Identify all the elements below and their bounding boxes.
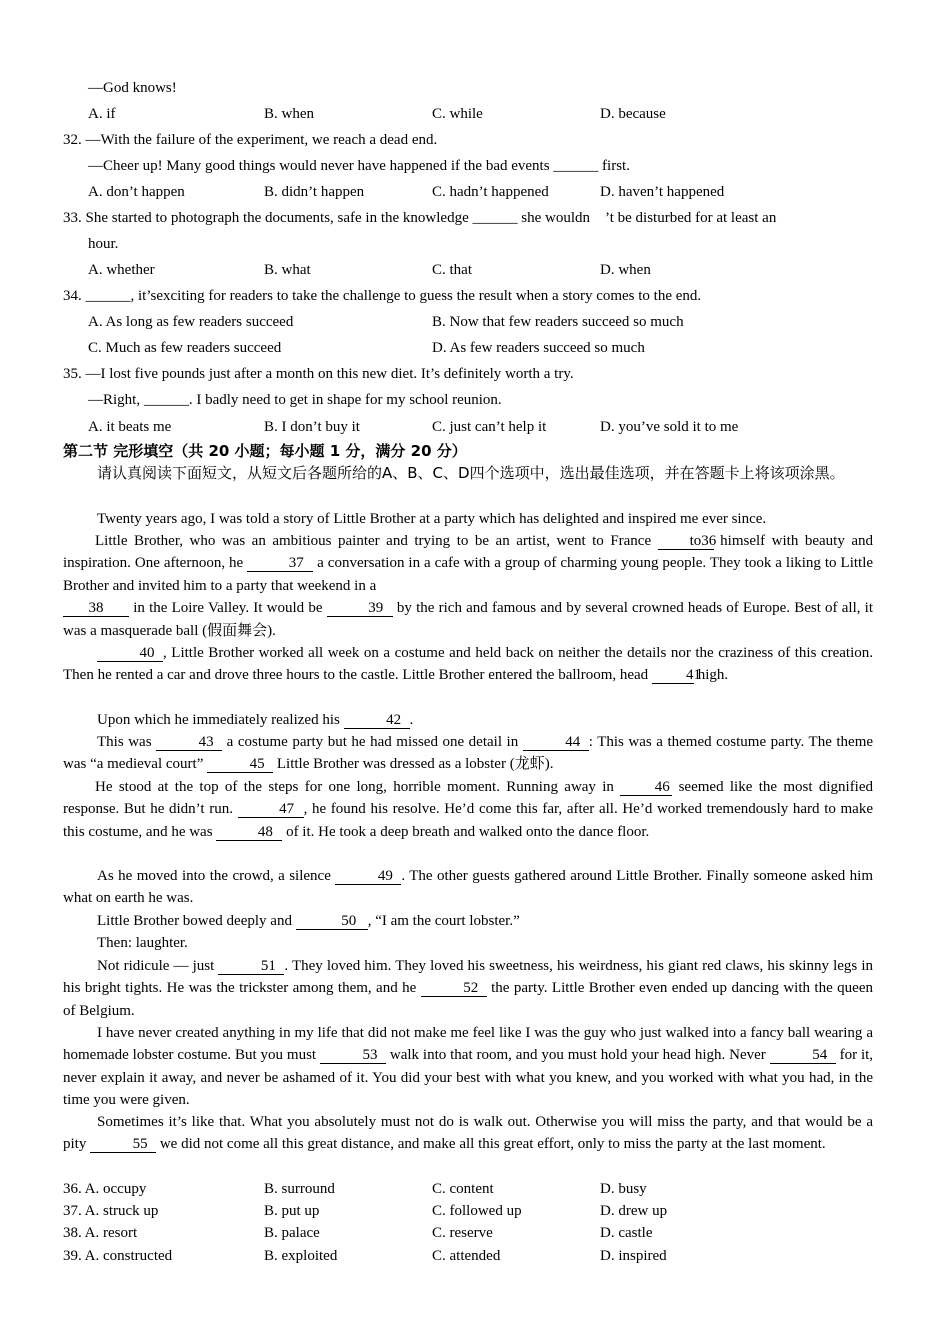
passage-p11 [63, 1022, 873, 1112]
section-heading: 第二节 完形填空（共 20 小题；每小题 1 分，满分 20 分） [63, 442, 467, 460]
q34-option-c: C. Much as few readers succeed [88, 340, 282, 356]
q31-option-a: A. if [88, 106, 116, 122]
q32-option-a: A. don’t happen [88, 184, 185, 200]
passage-text: Upon which he immediately realized his [97, 712, 340, 728]
q35-option-d: D. you’ve sold it to me [600, 419, 739, 435]
passage-text: Little Brother bowed deeply and [97, 913, 292, 929]
blank-38[interactable]: 38 [63, 600, 129, 617]
q35-stem: 35. —I lost five pounds just after a month on this new diet. It’s definitely worth a try. [63, 366, 574, 382]
blank-46[interactable]: 46 [620, 779, 672, 796]
q36-option-d: D. busy [600, 1181, 647, 1197]
q32-option-d: D. haven’t happened [600, 184, 725, 200]
blank-54[interactable]: 54 [770, 1047, 836, 1064]
q31-option-b: B. when [264, 106, 314, 122]
passage-p1-text: Twenty years ago, I was told a story of Little Brother at a party which has delighted and inspired me ever since. [97, 511, 767, 527]
passage-p9 [63, 932, 873, 954]
passage-text: , Little Brother worked all week on a costume and held back on neither the details nor the craziness of this creation. Then he rented a car and drove three hours to the castle. Little Brother entered the ballroom, head [63, 645, 873, 684]
passage-text: . The other guests gathered around Little Brother. Finally someone asked him what on earth he was. [63, 868, 874, 907]
passage-text: for it, never explain it away, and never be ashamed of it. You did your best with what you knew, and you worked with what you had, in the time you were given. [63, 1047, 874, 1109]
passage-text: Little Brother was dressed as a lobster (龙虾). [276, 756, 554, 773]
q37-option-b: B. put up [264, 1203, 320, 1219]
q38-option-a: 38. A. resort [63, 1225, 138, 1241]
passage-text: He stood at the top of the steps for one long, horrible moment. Running away in [95, 779, 614, 795]
blank-48[interactable]: 48 [216, 824, 282, 841]
blank-47[interactable]: 47 [238, 801, 304, 818]
passage-text: , he found his resolve. He’d come this far, after all. He’d worked tremendously hard to make this costume, and he was [63, 801, 873, 840]
q35-option-a: A. it beats me [88, 419, 172, 435]
blank-37[interactable]: 37 [247, 555, 313, 572]
q38-option-b: B. palace [264, 1225, 320, 1241]
q32-option-c: C. hadn’t happened [432, 184, 549, 200]
section-instruction-text: 请认真阅读下面短文，从短文后各题所给的A、B、C、D四个选项中，选出最佳选项，并在答题卡上将该项涂黑。 [97, 464, 845, 482]
blank-42[interactable]: 42 [344, 712, 410, 729]
q36-option-a: 36. A. occupy [63, 1181, 147, 1197]
passage-text: himself with beauty and inspiration. One afternoon, he [63, 533, 873, 572]
blank-50[interactable]: 50 [296, 913, 368, 930]
blank-44[interactable]: 44 [523, 734, 589, 751]
blank-41[interactable]: 41 [652, 667, 694, 684]
q36-option-b: B. surround [264, 1181, 335, 1197]
blank-40[interactable]: 40 [97, 645, 163, 662]
passage-text: we did not come all this great distance, and make all this great effort, only to miss the party at the last moment. [159, 1136, 826, 1153]
passage-p8 [63, 910, 873, 932]
q35-option-b: B. I don’t buy it [264, 419, 360, 435]
passage-text: high. [697, 667, 729, 684]
passage-text: seemed like the most dignified response. But he didn’t run. [63, 779, 874, 818]
q33-stem-cont: hour. [88, 236, 119, 252]
passage-p3 [63, 642, 873, 687]
q37-option-c: C. followed up [432, 1203, 522, 1219]
q33-option-c: C. that [432, 262, 472, 278]
q31-option-c: C. while [432, 106, 483, 122]
passage-p1 [63, 508, 873, 530]
section-instruction [63, 462, 873, 484]
blank-55[interactable]: 55 [90, 1136, 156, 1153]
q34-option-b: B. Now that few readers succeed so much [432, 314, 684, 330]
passage-text: a costume party but he had missed one detail in [226, 734, 519, 750]
passage-text: of it. He took a deep breath and walked onto the dance floor. [286, 823, 650, 840]
q32-response: —Cheer up! Many good things would never have happened if the bad events ______ first. [88, 158, 630, 174]
passage-text: As he moved into the crowd, a silence [97, 868, 331, 884]
passage-text: : This was a themed costume party. The theme was “a medieval court” [63, 734, 874, 773]
passage-text: . They loved him. They loved his sweetness, his weirdness, his giant red claws, his skinny legs in his bright tights. He was the trickster among them, and he [63, 958, 873, 997]
passage-text: the party. Little Brother even ended up dancing with the queen of Belgium. [63, 980, 873, 1019]
passage-p2 [63, 530, 873, 642]
q33-option-d: D. when [600, 262, 651, 278]
blank-53[interactable]: 53 [320, 1047, 386, 1064]
q39-option-d: D. inspired [600, 1248, 667, 1264]
passage-p10 [63, 955, 873, 1022]
blank-45[interactable]: 45 [207, 756, 273, 773]
passage-p4 [63, 709, 873, 731]
q33-option-a: A. whether [88, 262, 155, 278]
blank-39[interactable]: 39 [327, 600, 393, 617]
q33-stem: 33. She started to photograph the documents, safe in the knowledge ______ she wouldn ’t be disturbed for at least an [63, 210, 777, 226]
passage-p5 [63, 731, 873, 776]
passage-text: , “I am the court lobster.” [367, 913, 520, 929]
passage-p12 [63, 1111, 873, 1156]
passage-text: Sometimes it’s like that. What you absolutely must not do is walk out. Otherwise you will miss the party, and that would be a pity [63, 1114, 873, 1153]
q34-option-a: A. As long as few readers succeed [88, 314, 294, 330]
blank-51[interactable]: 51 [218, 958, 284, 975]
q39-option-c: C. attended [432, 1248, 501, 1264]
q31-option-d: D. because [600, 106, 666, 122]
passage-p9-text: Then: laughter. [97, 935, 188, 951]
q34-option-d: D. As few readers succeed so much [432, 340, 645, 356]
passage-text: a conversation in a cafe with a group of charming young people. They took a liking to Little Brother and invited him to a party that weekend in a [63, 555, 874, 594]
q31-response: —God knows! [88, 80, 177, 96]
q33-option-b: B. what [264, 262, 311, 278]
q35-response: —Right, ______. I badly need to get in shape for my school reunion. [88, 392, 502, 408]
q38-option-c: C. reserve [432, 1225, 493, 1241]
passage-text: in the Loire Valley. It would be [133, 600, 323, 617]
q32-stem: 32. —With the failure of the experiment, we reach a dead end. [63, 132, 438, 148]
passage-text: I have never created anything in my life that did not make me feel like I was the guy who just walked into a fancy ball wearing a homemade lobster costume. But you must [63, 1025, 873, 1064]
q39-option-b: B. exploited [264, 1248, 338, 1264]
passage-p7 [63, 865, 873, 910]
passage-text: by the rich and famous and by several crowned heads of Europe. Best of all, it was a masquerade ball (假面舞会). [63, 600, 874, 639]
q38-option-d: D. castle [600, 1225, 653, 1241]
q32-option-b: B. didn’t happen [264, 184, 365, 200]
blank-52[interactable]: 52 [421, 980, 487, 997]
blank-43[interactable]: 43 [156, 734, 222, 751]
passage-text: Little Brother, who was an ambitious painter and trying to be an artist, went to France [95, 533, 652, 549]
passage-text: . [409, 712, 414, 728]
q36-option-c: C. content [432, 1181, 494, 1197]
passage-p6 [63, 776, 873, 843]
q37-option-d: D. drew up [600, 1203, 668, 1219]
q37-option-a: 37. A. struck up [63, 1203, 159, 1219]
q34-stem: 34. ______, it’sexciting for readers to take the challenge to guess the result when a story comes to the end. [63, 288, 702, 304]
blank-49[interactable]: 49 [335, 868, 401, 885]
blank-36[interactable]: to36 [658, 533, 714, 550]
passage-text: This was [97, 734, 152, 750]
q39-option-a: 39. A. constructed [63, 1248, 173, 1264]
passage-text: walk into that room, and you must hold your head high. Never [389, 1047, 766, 1064]
passage-text: Not ridicule — just [97, 958, 215, 974]
q35-option-c: C. just can’t help it [432, 419, 547, 435]
